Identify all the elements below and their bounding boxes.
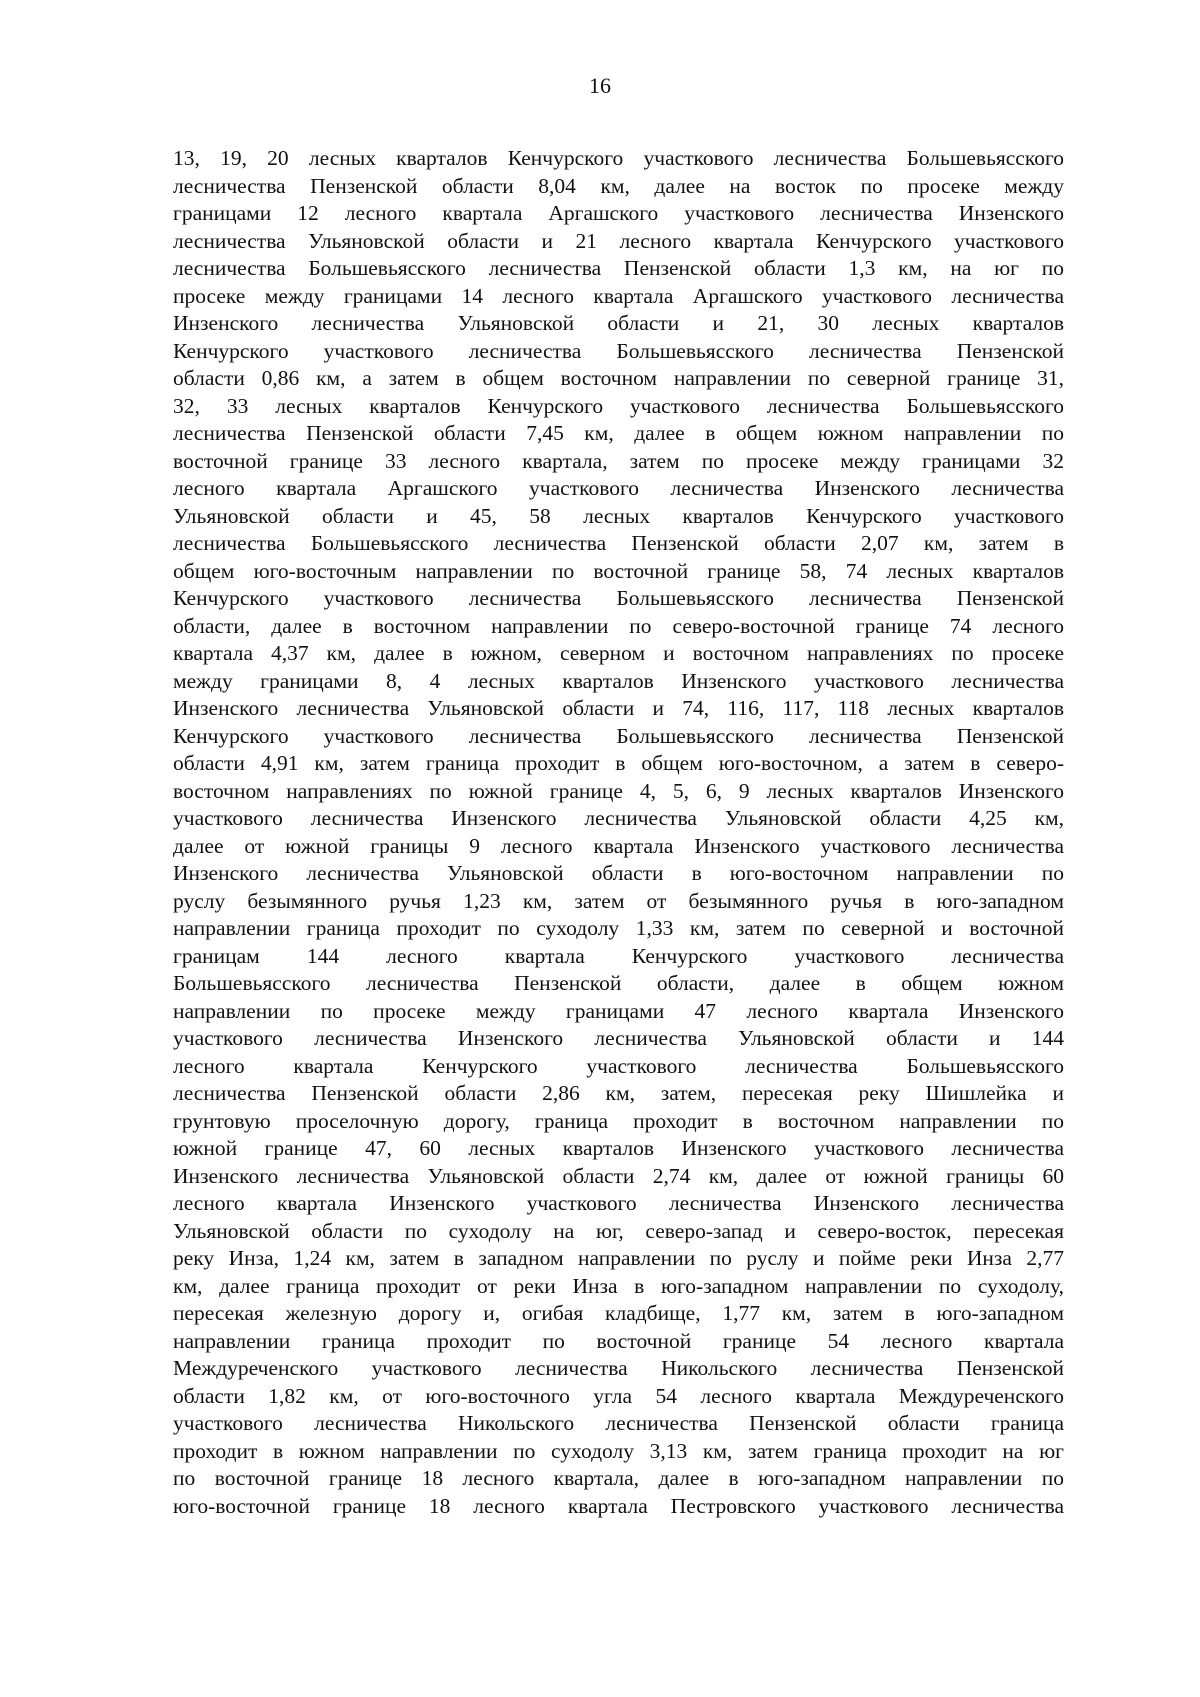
text-line: лесничества Пензенской области 2,86 км, затем, пересекая реку Шишлейка и: [173, 1081, 1064, 1105]
text-line: Ульяновской области и 45, 58 лесных кварталов Кенчурского участкового: [173, 503, 1064, 528]
text-line: лесничества Пензенской области 8,04 км, далее на восток по просеке между: [173, 173, 1064, 198]
text-line: участкового лесничества Инзенского лесничества Ульяновской области и 144: [173, 1026, 1064, 1050]
text-line: области 4,91 км, затем граница проходит в общем юго-восточном, а затем в северо-: [173, 751, 1064, 775]
text-line: направлении по просеке между границами 47 лесного квартала Инзенского: [173, 998, 1064, 1023]
text-line: участкового лесничества Инзенского лесничества Ульяновской области 4,25 км,: [173, 806, 1064, 830]
text-line: просеке между границами 14 лесного квартала Аргашского участкового лесничества: [173, 283, 1064, 308]
text-line: Инзенского лесничества Ульяновской области и 21, 30 лесных кварталов: [173, 311, 1064, 335]
text-line: км, далее граница проходит от реки Инза в юго-западном направлении по суходолу,: [173, 1273, 1064, 1298]
text-line: участкового лесничества Никольского лесничества Пензенской области граница: [173, 1411, 1064, 1435]
text-line: границами 12 лесного квартала Аргашского участкового лесничества Инзенского: [173, 201, 1064, 225]
text-line: направлении граница проходит по суходолу 1,33 км, затем по северной и восточной: [173, 916, 1064, 940]
text-line: проходит в южном направлении по суходолу 3,13 км, затем граница проходит на юг: [173, 1438, 1064, 1463]
text-line: Ульяновской области по суходолу на юг, северо-запад и северо-восток, пересекая: [173, 1218, 1064, 1243]
text-line: между границами 8, 4 лесных кварталов Инзенского участкового лесничества: [173, 668, 1064, 693]
text-line: области, далее в восточном направлении по северо-восточной границе 74 лесного: [173, 613, 1064, 638]
text-line: пересекая железную дорогу и, огибая кладбище, 1,77 км, затем в юго-западном: [173, 1301, 1064, 1325]
text-line: лесничества Большевьясского лесничества Пензенской области 1,3 км, на юг по: [173, 256, 1064, 280]
text-line: направлении граница проходит по восточной границе 54 лесного квартала: [173, 1328, 1064, 1353]
text-line: восточном направлениях по южной границе 4, 5, 6, 9 лесных кварталов Инзенского: [173, 778, 1064, 803]
text-line: Большевьясского лесничества Пензенской области, далее в общем южном: [173, 971, 1064, 995]
text-line: лесничества Большевьясского лесничества Пензенской области 2,07 км, затем в: [173, 531, 1064, 555]
text-line: руслу безымянного ручья 1,23 км, затем от безымянного ручья в юго-западном: [173, 888, 1064, 913]
text-line: реку Инза, 1,24 км, затем в западном направлении по руслу и пойме реки Инза 2,77: [173, 1246, 1064, 1270]
text-line: лесного квартала Инзенского участкового лесничества Инзенского лесничества: [173, 1191, 1064, 1215]
text-line: юго-восточной границе 18 лесного квартала Пестровского участкового лесничества: [173, 1493, 1064, 1518]
text-line: по восточной границе 18 лесного квартала, далее в юго-западном направлении по: [173, 1466, 1064, 1490]
text-line: Междуреченского участкового лесничества Никольского лесничества Пензенской: [173, 1356, 1064, 1380]
text-line: Инзенского лесничества Ульяновской области и 74, 116, 117, 118 лесных кварталов: [173, 696, 1064, 720]
text-line: квартала 4,37 км, далее в южном, северном и восточном направлениях по просеке: [173, 641, 1064, 665]
text-line: Инзенского лесничества Ульяновской области 2,74 км, далее от южной границы 60: [173, 1163, 1064, 1188]
text-line: южной границе 47, 60 лесных кварталов Инзенского участкового лесничества: [173, 1136, 1064, 1160]
text-line: области 1,82 км, от юго-восточного угла 54 лесного квартала Междуреченского: [173, 1383, 1064, 1408]
text-line: лесничества Ульяновской области и 21 лесного квартала Кенчурского участкового: [173, 228, 1064, 253]
text-line: Кенчурского участкового лесничества Большевьясского лесничества Пензенской: [173, 723, 1064, 748]
text-line: далее от южной границы 9 лесного квартала Инзенского участкового лесничества: [173, 833, 1064, 858]
body-paragraph: [173, 145, 1064, 1520]
text-line: Кенчурского участкового лесничества Большевьясского лесничества Пензенской: [173, 338, 1064, 363]
text-line: общем юго-восточным направлении по восточной границе 58, 74 лесных кварталов: [173, 558, 1064, 583]
text-line: лесничества Пензенской области 7,45 км, далее в общем южном направлении по: [173, 421, 1064, 445]
text-line: лесного квартала Кенчурского участкового лесничества Большевьясского: [173, 1053, 1064, 1078]
text-line: восточной границе 33 лесного квартала, затем по просеке между границами 32: [173, 448, 1064, 473]
text-line: области 0,86 км, а затем в общем восточном направлении по северной границе 31,: [173, 366, 1064, 390]
text-line: 13, 19, 20 лесных кварталов Кенчурского участкового лесничества Большевьясского: [173, 146, 1064, 170]
page-number: 16: [589, 73, 611, 98]
text-line: лесного квартала Аргашского участкового лесничества Инзенского лесничества: [173, 476, 1064, 500]
text-line: границам 144 лесного квартала Кенчурского участкового лесничества: [173, 943, 1064, 968]
text-line: Кенчурского участкового лесничества Большевьясского лесничества Пензенской: [173, 586, 1064, 610]
text-line: грунтовую проселочную дорогу, граница проходит в восточном направлении по: [173, 1108, 1064, 1133]
text-line: Инзенского лесничества Ульяновской области в юго-восточном направлении по: [173, 861, 1064, 885]
text-line: 32, 33 лесных кварталов Кенчурского участкового лесничества Большевьясского: [173, 393, 1064, 418]
